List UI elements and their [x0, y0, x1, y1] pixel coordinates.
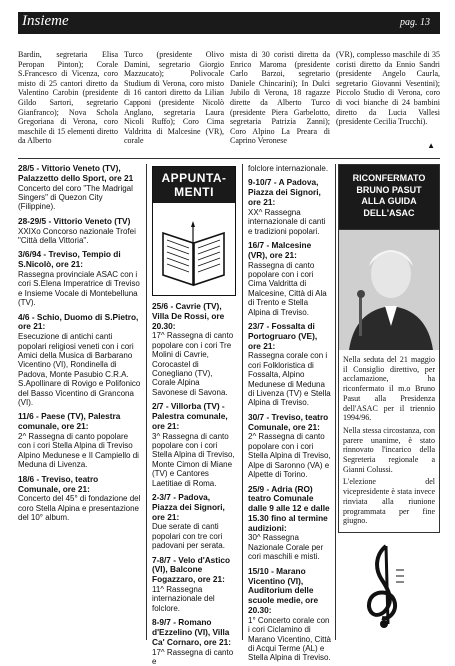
- event-description: Concerto del 45° di fondazione del coro Stella Alpina e presentazione del 10° album.: [18, 494, 141, 523]
- event-description: 3^ Rassegna di canto popolare con i cori Stella Alpina di Treviso, Monte Cimon di Miane (TV) e Cantores Laetitiae di Roma.: [152, 431, 235, 488]
- event-description: Esecuzione di antichi canti popolari religiosi veneti con i cori Amici della Musica di Barbarano Vicentino (VI), Rondinella di Padova, Monte Pasubio C.R.A. S.Apollinare di Rovigo e Polifonico del Basso Vicentino di Grancona (VI).: [18, 332, 141, 408]
- event-entry: [152, 618, 236, 666]
- open-book-icon: [153, 203, 234, 295]
- event-description: 17^ Rassegna di canto popolare con i cori Tre Molini di Cavrie, Corocastel di Conegliano (TV), Corale Alpina Savonese di Savona.: [152, 331, 234, 397]
- event-entry: [18, 250, 142, 307]
- events-column-3: [248, 164, 332, 663]
- event-entry: [248, 241, 332, 317]
- event-description: Rassegna provinciale ASAC con i cori S.Elena Imperatrice di Treviso e Insieme Vocale di Montebelluna (TV).: [18, 270, 140, 308]
- event-entry: [18, 164, 142, 212]
- page-header: [18, 12, 440, 34]
- event-entry: [152, 402, 236, 488]
- top-column-2: Turco (presidente Olivo Damini, segretario Giorgio Mazzucato); Polivocale Studium di Verona, coro misto di 16 cantori diretto da Lilian Capponi (presidente Nicolò Anglano, segretaria Laura Nicoli Ruffo); Coro Cima Valdritta di Malcesine (VR), corale: [124, 50, 224, 146]
- portrait-photo: [339, 229, 439, 349]
- top-column-1: Bardin, segretaria Elisa Peropan Pinton); Corale S.Francesco di Vicenza, coro misto di 25 cantori diretto da Valentino Carobin (presidente Gildo Sartori, segretario Gianfranco); Nova Schola Gregoriana di Verona, coro maschile di 15 elementi diretto da Alberto: [18, 50, 118, 146]
- event-heading: 8-9/7 - Romano d'Ezzelino (VI), Villa Ca' Cornaro, ore 21:: [152, 617, 231, 647]
- appuntamenti-box: [152, 166, 236, 296]
- event-heading: 7-8/7 - Velo d'Astico (VI), Balcone Fogazzaro, ore 21:: [152, 554, 231, 585]
- event-entry: [248, 413, 332, 480]
- event-heading: 15/10 - Marano Vicentino (VI), Auditorium delle scuole medie, ore 20.30:: [248, 565, 319, 615]
- events-column-1: [18, 164, 142, 640]
- event-description: Concerto del coro "The Madrigal Singers" di Quezon City (Filippine).: [18, 183, 133, 212]
- event-entry: [152, 556, 236, 614]
- event-description: folclore internazionale.: [248, 164, 329, 173]
- event-heading: 2/7 - Villorba (TV) - Palestra comunale, ore 21:: [152, 401, 228, 431]
- event-heading: 3/6/94 - Treviso, Tempio di S.Nicolò, ore 21:: [18, 249, 121, 270]
- event-heading: 18/6 - Treviso, teatro Comunale, ore 21:: [18, 473, 99, 494]
- event-entry: [152, 493, 236, 551]
- event-description: 2^ Rassegna di canto popolare con i cori Stella Alpina di Treviso, Alpe di Saronno (VA) e Alpette di Torino.: [248, 432, 331, 480]
- event-description: XX^ Rassegna internazionale di canti e tradizioni popolari.: [248, 207, 326, 236]
- event-description: Due serate di canti popolari con tre cori padovani per serata.: [152, 522, 225, 551]
- event-entry: [248, 322, 332, 408]
- top-column-3: mista di 30 coristi diretta da Enrico Maroma (presidente Carlo Barzoi, segretario Daniele Chincarini); In Dulci Jubilo di Verona, 18 ragazze dirette da Alberto Turco (presidente Piera Garbelotto, segretaria Patrizia Zanni); Coro Alpino La Preara di Caprino Veronese: [230, 50, 330, 146]
- continue-arrow-icon: ▲: [427, 141, 435, 150]
- news-body: Nella seduta del 21 maggio il Consiglio direttivo, per acclamazione, ha riconfermato il m.o Bruno Pasut alla Presidenza dell'ASAC per il triennio 1994/96. Nella stessa circostanza, con parere unanime, è stato rinnovato l'incarico della Segreteria regionale a Gianni Colussi. L'elezione del vicepresidente è stata invece rinviata alla riunione programmata per fine giugno.: [343, 355, 435, 526]
- event-entry: [18, 217, 142, 246]
- event-heading: 28-29/5 - Vittorio Veneto (TV): [18, 215, 131, 226]
- event-heading: 30/7 - Treviso, teatro Comunale, ore 21:: [248, 411, 329, 432]
- news-box: [338, 164, 440, 533]
- event-description: 2^ Rassegna di canto popolare con i cori Stella Alpina di Treviso Alpino Medunese e Il Campiello di Meduna di Livenza.: [18, 432, 139, 470]
- event-heading: 16/7 - Malcesine (VR), ore 21:: [248, 240, 312, 260]
- event-description: 1° Concerto corale con i cori Ciclamino di Marano Vicentino, Città di Acqui Terme (AL) e Stella Alpina di Treviso.: [248, 615, 332, 663]
- event-description: Rassegna corale con i cori Folkloristica di Fossalta, Alpino Medunese di Meduna di Livenza (TV) e Stella Alpina di Treviso.: [248, 351, 331, 408]
- event-entry: [152, 302, 236, 397]
- column-divider: [146, 164, 147, 640]
- top-column-4: (VR), complesso maschile di 35 coristi diretto da Ennio Sandri (presidente Angelo Caurla, segretario Giovanni Vesentini); Piccolo Studio di Verona, coro di voci bianche di 24 bambini diretto da Lucia Vallesi (presidente Cecilia Trucchi).: [336, 50, 440, 127]
- event-heading: 9-10/7 - A Padova, Piazza dei Signori, ore 21:: [248, 177, 321, 207]
- event-entry: [248, 485, 332, 562]
- event-entry: [248, 178, 332, 236]
- news-headline: RICONFERMATO BRUNO PASUT ALLA GUIDA DELL'ASAC: [339, 165, 439, 229]
- event-heading: 4/6 - Schio, Duomo di S.Pietro, ore 21:: [18, 311, 139, 332]
- column-divider: [242, 164, 243, 640]
- magazine-logo: Insieme: [22, 13, 69, 29]
- event-description: Rassegna di canto popolare con i cori Cima Valdritta di Malcesine, Città di Ala di Trento e Stella Alpina di Treviso.: [248, 260, 327, 317]
- news-sidebar: [338, 164, 440, 533]
- section-divider: [18, 158, 440, 159]
- event-entry: [248, 567, 332, 663]
- event-description: 17^ Rassegna di canto e: [152, 647, 234, 666]
- event-entry: [248, 164, 332, 173]
- event-description: 11^ Rassegna internazionale del folclore.: [152, 585, 215, 613]
- event-description: 30^ Rassegna Nazionale Corale per cori maschili e misti.: [248, 533, 324, 562]
- column-divider: [335, 164, 336, 640]
- page-number: pag. 13: [400, 17, 430, 28]
- event-heading: 25/9 - Adria (RO) teatro Comunale dalle 9 alle 12 e dalle 15.30 fino al termine audizioni:: [248, 483, 330, 533]
- event-entry: [18, 313, 142, 408]
- event-entry: [18, 412, 142, 469]
- event-heading: 25/6 - Cavrie (TV), Villa De Rossi, ore 20.30:: [152, 301, 225, 331]
- events-column-2: [152, 301, 236, 666]
- event-heading: 23/7 - Fossalta di Portogruaro (VE), ore 21:: [248, 321, 318, 351]
- event-heading: 2-3/7 - Padova, Piazza dei Signori, ore 21:: [152, 492, 225, 522]
- event-heading: 28/5 - Vittorio Veneto (TV), Palazzetto dello Sport, ore 21: [18, 163, 134, 183]
- event-heading: 11/6 - Paese (TV), Palestra comunale, ore 21:: [18, 411, 121, 432]
- event-entry: [18, 475, 142, 523]
- event-description: XXIXo Concorso nazionale Trofei "Città della Vittoria".: [18, 226, 136, 246]
- treble-clef-icon: [360, 540, 410, 630]
- appuntamenti-title: APPUNTA- MENTI: [153, 167, 235, 203]
